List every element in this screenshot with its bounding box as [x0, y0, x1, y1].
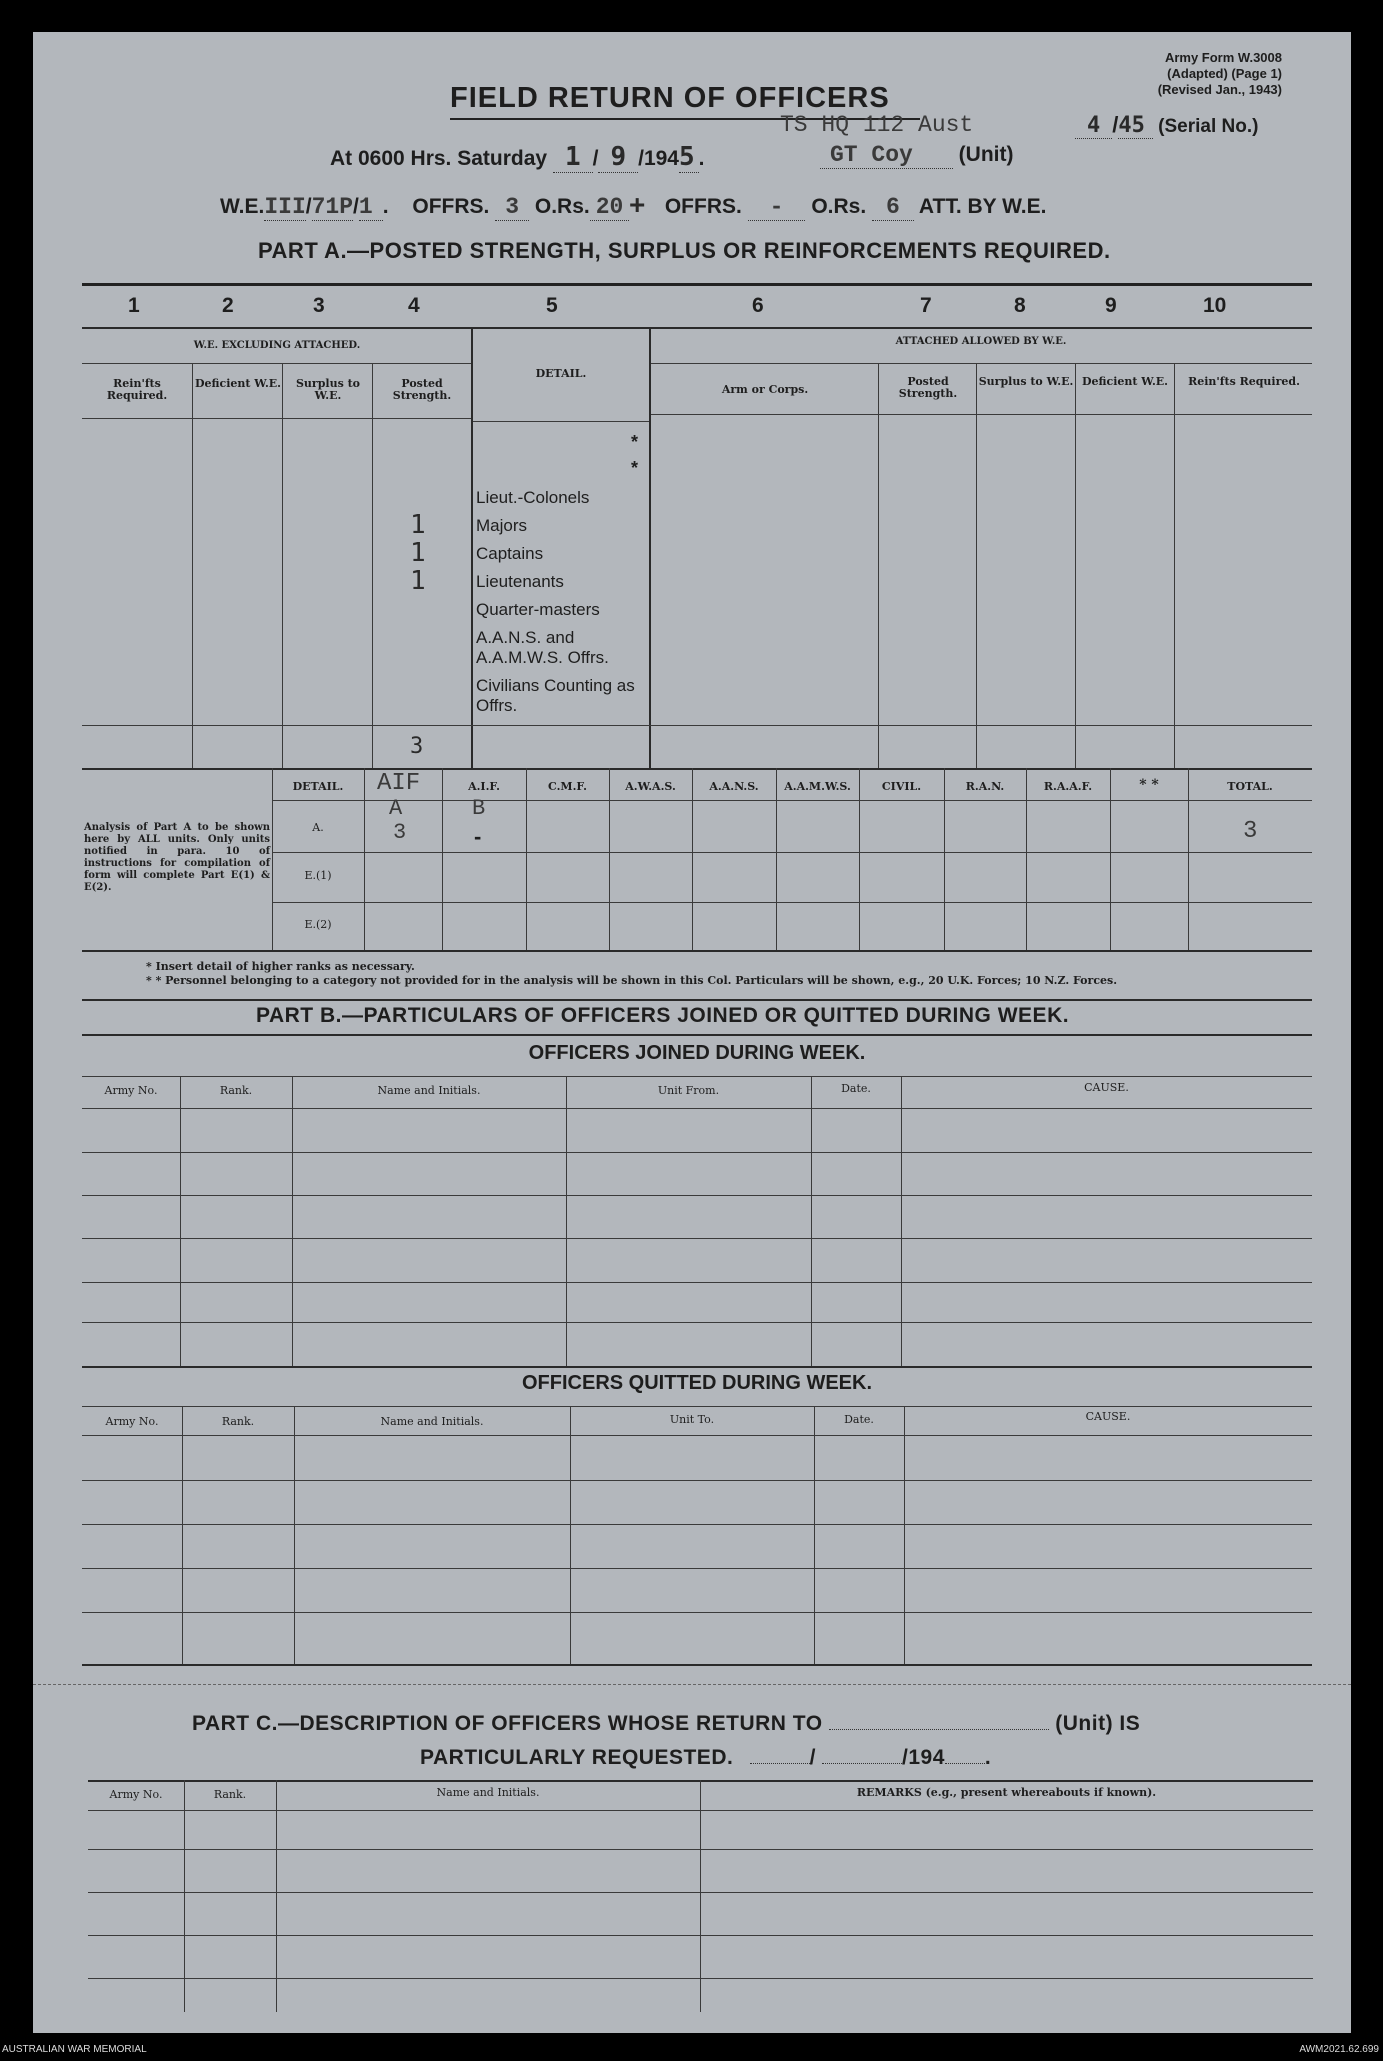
joined-row-rule	[82, 1282, 1312, 1283]
subheader-rule-right	[650, 414, 1312, 415]
part-c-unit-blank	[829, 1729, 1049, 1730]
analysis-a-aif-b: -	[474, 824, 482, 849]
column-number: 8	[1014, 294, 1026, 317]
form-reference	[1130, 50, 1282, 98]
footnote-2: * * Personnel belonging to a category not provided for in the analysis will be shown in this Col. Particulars will be shown, e.g., 20 U.K. Forces; 10 N.Z. Forces.	[146, 974, 1118, 987]
rank-quarter-masters: Quarter-masters	[476, 600, 600, 619]
date-month: 9	[598, 142, 638, 173]
part-a-top-rule	[82, 283, 1312, 286]
higher-rank-asterisk: *	[631, 432, 639, 452]
column-number: 5	[546, 294, 558, 317]
part-a-header-rule	[82, 327, 1312, 329]
joined-header-date: Date.	[841, 1082, 871, 1095]
form-title: FIELD RETURN OF OFFICERS	[450, 82, 890, 114]
header-surplus-left: Surplus to W.E.	[295, 377, 361, 402]
ors-label: O.Rs.	[534, 195, 590, 218]
rank-majors: Majors	[476, 516, 528, 535]
column-number: 2	[222, 294, 234, 317]
analysis-divider	[526, 768, 527, 950]
joined-header-name: Name and Initials.	[377, 1084, 481, 1097]
we-label: W.E.	[220, 195, 265, 218]
analysis-header-civil: CIVIL.	[881, 780, 922, 793]
group-right-rule	[650, 363, 1312, 364]
unit-label: (Unit)	[958, 143, 1014, 166]
joined-header-rank: Rank.	[219, 1084, 253, 1097]
date-year-digit: 5	[679, 142, 699, 173]
army-form-number: Army Form W.3008	[1164, 50, 1282, 65]
group-left-rule	[82, 363, 472, 364]
rank-lieutenants: Lieutenants	[476, 572, 564, 591]
analysis-header-awas: A.W.A.S.	[625, 780, 676, 793]
column-number: 7	[920, 294, 932, 317]
analysis-divider	[1110, 768, 1111, 950]
quitted-header-rank: Rank.	[221, 1415, 255, 1428]
quitted-header-unit-to: Unit To.	[669, 1413, 715, 1426]
column-number: 3	[313, 294, 325, 317]
posted-total: 3	[410, 734, 424, 759]
part-b-heading: PART B.—PARTICULARS OF OFFICERS JOINED OR QUITTED DURING WEEK.	[256, 1004, 1070, 1027]
joined-row-rule	[82, 1152, 1312, 1153]
subheader-rule-detail	[472, 421, 650, 422]
quitted-row-rule	[82, 1480, 1312, 1481]
quitted-row-rule	[82, 1435, 1312, 1436]
header-deficient-right: Deficient W.E.	[1081, 375, 1168, 388]
serial-number-field: 4 /45 (Serial No.)	[1075, 112, 1258, 139]
header-surplus-right: Surplus to W.E.	[978, 375, 1074, 388]
footnote-1: * Insert detail of higher ranks as necessary.	[146, 960, 415, 973]
rank-aans-aamws: A.A.N.S. and A.A.M.W.S. Offrs.	[476, 628, 609, 667]
header-reinfts-left: Rein'fts Required.	[106, 377, 168, 402]
rank-civilians: Civilians Counting as Offrs.	[476, 676, 635, 715]
analysis-sub-aif-b: B	[472, 796, 486, 821]
part-b-top-rule	[82, 999, 1312, 1001]
col-divider	[1174, 363, 1175, 768]
part-c-heading-line1	[192, 1712, 1140, 1736]
offrs2-value: -	[748, 194, 806, 221]
analysis-header-detail: DETAIL.	[292, 780, 344, 793]
offrs2-label: OFFRS.	[664, 195, 742, 218]
quitted-row-rule	[82, 1524, 1312, 1525]
analysis-total-rule	[1188, 852, 1312, 853]
serial-label: (Serial No.)	[1158, 116, 1259, 137]
quitted-row-rule	[82, 1568, 1312, 1569]
joined-header-cause: CAUSE.	[1084, 1081, 1129, 1094]
analysis-header-total: TOTAL.	[1227, 780, 1273, 793]
archive-label: AUSTRALIAN WAR MEMORIAL	[2, 2044, 147, 2055]
quitted-bottom-rule	[82, 1664, 1312, 1666]
header-detail: DETAIL.	[535, 367, 587, 380]
quitted-col-divider	[570, 1406, 571, 1664]
quitted-header-date: Date.	[844, 1413, 874, 1426]
quitted-col-divider	[182, 1406, 183, 1664]
col-divider	[372, 363, 373, 768]
joined-row-rule	[82, 1238, 1312, 1239]
part-c-month-blank	[822, 1763, 902, 1764]
analysis-divider	[944, 768, 945, 950]
analysis-header-aif: A.I.F.	[468, 780, 500, 793]
part-c-row-rule	[88, 1849, 1313, 1850]
col-divider	[976, 363, 977, 768]
part-c-header-name: Name and Initials.	[436, 1786, 540, 1799]
analysis-bottom-rule	[82, 950, 1312, 952]
analysis-header-ran: R.A.N.	[965, 780, 1005, 793]
part-a-lower-rule	[82, 768, 1312, 770]
col-divider	[471, 327, 473, 768]
quitted-header-army-no: Army No.	[105, 1415, 159, 1428]
perforation-line	[33, 1684, 1351, 1685]
posted-lieutenants: 1	[410, 566, 426, 596]
we-value-c: 1	[359, 194, 383, 221]
quitted-top-rule	[82, 1406, 1312, 1407]
joined-row-rule	[82, 1195, 1312, 1196]
part-c-header-rank: Rank.	[213, 1788, 247, 1801]
analysis-header-rule	[272, 800, 1312, 801]
joined-header-unit-from: Unit From.	[657, 1084, 720, 1097]
analysis-row-a: A.	[312, 821, 324, 834]
plus-sign: +	[629, 190, 645, 220]
joined-row-rule	[82, 1108, 1312, 1109]
analysis-header-aamws: A.A.M.W.S.	[784, 780, 851, 793]
part-c-day-blank	[750, 1763, 810, 1764]
part-c-heading-b: (Unit) IS	[1055, 1712, 1141, 1735]
joined-header-army-no: Army No.	[104, 1084, 158, 1097]
col-divider	[192, 363, 193, 768]
archive-reference: AWM2021.62.699	[1299, 2044, 1379, 2055]
group-right-header: ATTACHED ALLOWED BY W.E.	[895, 336, 1067, 347]
analysis-row-rule	[272, 852, 1312, 853]
analysis-header-cmf: C.M.F.	[548, 780, 587, 793]
part-c-heading-a: PART C.—DESCRIPTION OF OFFICERS WHOSE RETURN TO	[192, 1712, 823, 1735]
quitted-row-rule	[82, 1612, 1312, 1613]
quitted-col-divider	[904, 1406, 905, 1664]
part-c-heading-c: PARTICULARLY REQUESTED.	[420, 1746, 734, 1769]
analysis-header-aans: A.A.N.S.	[709, 780, 759, 793]
serial-year-value: 45	[1118, 113, 1153, 139]
part-c-row-rule	[88, 1892, 1313, 1893]
analysis-divider	[776, 768, 777, 950]
quitted-header-cause: CAUSE.	[1085, 1410, 1131, 1423]
analysis-sub-aif-a: A	[389, 796, 403, 821]
ors2-value: 6	[872, 194, 914, 221]
date-line: At 0600 Hrs. Saturday 1 / 9 /1945 .	[330, 142, 705, 172]
part-c-header-remarks: REMARKS (e.g., present whereabouts if known).	[856, 1786, 1157, 1799]
we-value-a: III	[264, 194, 306, 220]
group-left-header: W.E. EXCLUDING ATTACHED.	[193, 340, 361, 351]
analysis-a-total: 3	[1243, 818, 1258, 845]
rank-captains: Captains	[476, 544, 544, 563]
quitted-header-name: Name and Initials.	[380, 1415, 484, 1428]
column-number: 10	[1203, 294, 1227, 317]
quitted-col-divider	[814, 1406, 815, 1664]
part-c-row-rule	[88, 1810, 1313, 1811]
we-line: W.E.III/71P/1 . OFFRS. 3 O.Rs. 20 + OFFRS. - O.Rs. 6 ATT. BY W.E.	[220, 190, 1047, 220]
part-c-heading-d: /194	[902, 1746, 945, 1769]
part-c-year-blank	[945, 1763, 985, 1764]
part-c-header-army-no: Army No.	[109, 1788, 163, 1801]
quitted-col-divider	[294, 1406, 295, 1664]
header-posted-left: Posted Strength.	[392, 377, 452, 402]
analysis-header-aif-typed: AIF	[377, 770, 421, 797]
ors-value: 20	[590, 194, 630, 221]
col-divider	[649, 327, 651, 768]
column-number: 4	[408, 294, 420, 317]
part-c-row-rule	[88, 1935, 1313, 1936]
offrs-label: OFFRS.	[412, 195, 490, 218]
analysis-header-other: * *	[1139, 777, 1159, 793]
col-divider	[282, 363, 283, 768]
part-c-row-rule	[88, 1978, 1313, 1979]
part-c-heading-line2: PARTICULARLY REQUESTED. / /194 .	[420, 1746, 992, 1769]
column-number: 1	[128, 294, 140, 317]
unit-typed-line1: TS HQ 112 Aust	[780, 112, 974, 138]
joined-bottom-rule	[82, 1366, 1312, 1368]
date-year-prefix: /194	[638, 147, 679, 170]
totals-rule	[82, 725, 1312, 726]
we-value-b: 71P	[311, 194, 354, 220]
time-day-label: At 0600 Hrs. Saturday	[330, 147, 548, 170]
posted-captains: 1	[410, 538, 426, 568]
analysis-note: Analysis of Part A to be shown here by ALL units. Only units notified in para. 10 of instructions for compilation of form will complete Part E(1) & E(2).	[84, 822, 270, 893]
header-deficient-left: Deficient W.E.	[194, 377, 281, 390]
col-divider	[1075, 363, 1076, 768]
column-number: 6	[752, 294, 764, 317]
header-posted-right: Posted Strength.	[898, 375, 958, 400]
serial-number-value: 4	[1075, 113, 1112, 139]
analysis-divider	[1026, 768, 1027, 950]
subheader-rule-left	[82, 418, 472, 419]
part-b-heading-rule	[82, 1034, 1312, 1036]
part-a-heading: PART A.—POSTED STRENGTH, SURPLUS OR REINFORCEMENTS REQUIRED.	[258, 238, 1111, 263]
analysis-a-aif-a: 3	[393, 820, 407, 845]
form-adapted-note: (Adapted) (Page 1)	[1167, 66, 1282, 81]
form-revised-note: (Revised Jan., 1943)	[1157, 82, 1282, 97]
analysis-header-raaf: R.A.A.F.	[1043, 780, 1093, 793]
analysis-divider	[1188, 768, 1189, 950]
joined-row-rule	[82, 1322, 1312, 1323]
analysis-divider	[692, 768, 693, 950]
analysis-divider	[859, 768, 860, 950]
date-day: 1	[553, 142, 593, 173]
unit-line	[820, 142, 1013, 169]
joined-heading: OFFICERS JOINED DURING WEEK.	[528, 1042, 866, 1064]
att-label: ATT. BY W.E.	[918, 195, 1047, 218]
joined-top-rule	[82, 1076, 1312, 1077]
analysis-row-e1: E.(1)	[304, 869, 332, 882]
col-divider	[878, 363, 879, 768]
header-arm-corps: Arm or Corps.	[721, 383, 809, 396]
quitted-heading: OFFICERS QUITTED DURING WEEK.	[522, 1372, 872, 1394]
analysis-divider	[609, 768, 610, 950]
higher-rank-asterisk: *	[631, 458, 639, 478]
analysis-row-rule	[272, 902, 1312, 903]
offrs-value: 3	[495, 194, 529, 221]
ors2-label: O.Rs.	[811, 195, 867, 218]
rank-lieut-colonels: Lieut.-Colonels	[476, 488, 590, 507]
analysis-divider	[364, 768, 365, 950]
posted-majors: 1	[410, 510, 426, 540]
analysis-row-e2: E.(2)	[304, 918, 332, 931]
analysis-divider	[442, 768, 443, 950]
column-number: 9	[1105, 294, 1117, 317]
header-reinfts-right: Rein'fts Required.	[1188, 375, 1300, 388]
unit-typed-line2: GT Coy	[820, 142, 953, 169]
